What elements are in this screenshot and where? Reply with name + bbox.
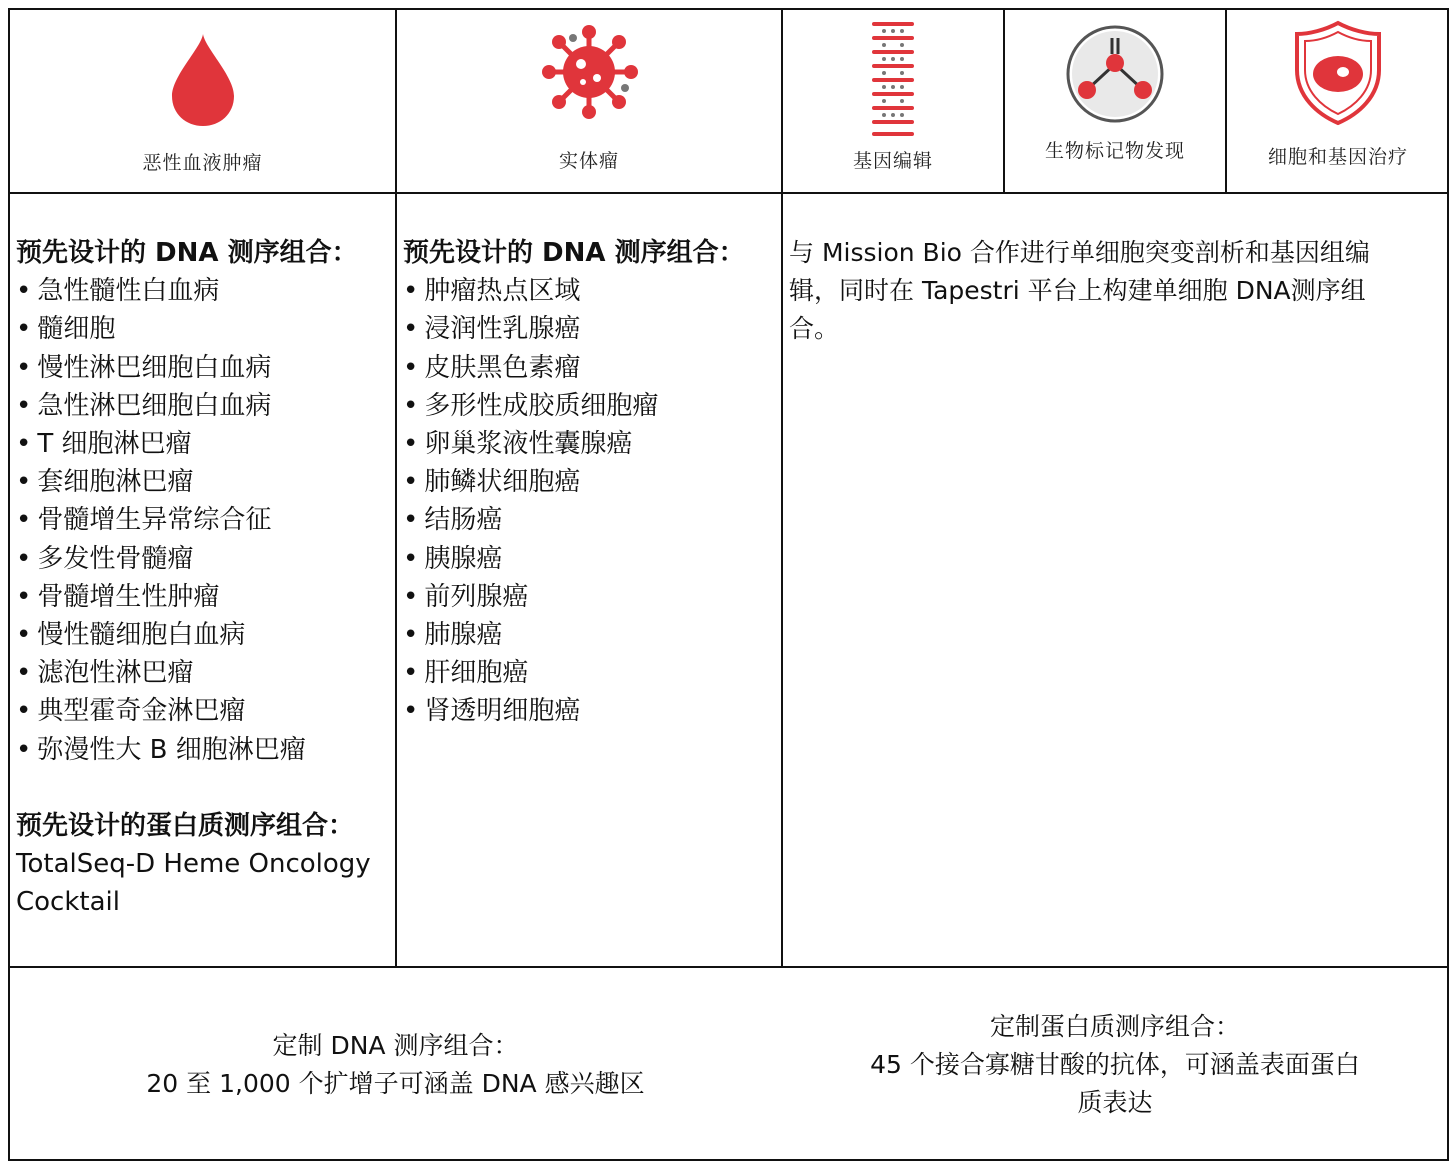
list-item: • 典型霍奇金淋巴瘤: [16, 692, 392, 730]
list-item: • 骨髓增生异常综合征: [16, 501, 392, 539]
custom-dna-title: 定制 DNA 测序组合：: [272, 1031, 519, 1060]
blood-drop-icon: [168, 30, 238, 130]
list-item: • 髓细胞: [16, 310, 392, 348]
grid-line: [8, 192, 1449, 194]
custom-dna-detail: 20 至 1,000 个扩增子可涵盖 DNA 感兴趣区: [146, 1069, 645, 1098]
list-item: • 浸润性乳腺癌: [403, 310, 779, 348]
list-item: • 多形性成胶质细胞瘤: [403, 387, 779, 425]
list-item: • 滤泡性淋巴瘤: [16, 654, 392, 692]
partner-description: [789, 234, 1445, 349]
header-label: 实体瘤: [558, 150, 619, 172]
list-item: • 卵巢浆液性囊腺癌: [403, 425, 779, 463]
header-label: 生物标记物发现: [1044, 140, 1185, 162]
list-item: • 骨髓增生性肿瘤: [16, 578, 392, 616]
header-heme: [10, 30, 395, 175]
header-solid: [397, 22, 781, 173]
header-label: 恶性血液肿瘤: [142, 152, 263, 174]
list-item: • 前列腺癌: [403, 578, 779, 616]
list-item: • 急性髓性白血病: [16, 272, 392, 310]
list-item: • 弥漫性大 B 细胞淋巴瘤: [16, 731, 392, 769]
header-cell-gene-therapy: [1227, 20, 1449, 169]
custom-protein-detail-cont: 质表达: [1077, 1088, 1153, 1117]
custom-protein-title: 定制蛋白质测序组合：: [989, 1012, 1240, 1041]
header-gene-edit: [783, 20, 1003, 173]
list-item: • 肺鳞状细胞癌: [403, 463, 779, 501]
protein-panel-name-cont: Cocktail: [16, 887, 120, 918]
dna-panel-heading: 预先设计的 DNA 测序组合：: [403, 238, 745, 268]
dna-panel-heading: 预先设计的 DNA 测序组合：: [16, 238, 358, 268]
header-label: 基因编辑: [852, 150, 933, 172]
heme-panel-list: [16, 234, 392, 921]
list-item: • 套细胞淋巴瘤: [16, 463, 392, 501]
list-item: • 急性淋巴细胞白血病: [16, 387, 392, 425]
heme-cancer-list: [16, 272, 392, 769]
protein-panel-name: TotalSeq-D Heme Oncology: [16, 849, 371, 880]
list-item: • 皮肤黑色素瘤: [403, 349, 779, 387]
list-item: • T 细胞淋巴瘤: [16, 425, 392, 463]
molecule-icon: [1065, 24, 1165, 124]
virus-icon: [537, 22, 641, 122]
custom-dna-panel: [10, 1027, 781, 1103]
partner-text-line: 合。: [789, 314, 840, 344]
grid-line: [8, 966, 1449, 968]
dna-helix-icon: [868, 20, 918, 138]
partner-text-line: 辑，同时在 Tapestri 平台上构建单细胞 DNA测序组: [789, 276, 1366, 306]
partner-text-line: 与 Mission Bio 合作进行单细胞突变剖析和基因组编: [789, 238, 1370, 267]
list-item: • 肝细胞癌: [403, 654, 779, 692]
list-item: • 肿瘤热点区域: [403, 272, 779, 310]
list-item: • 慢性髓细胞白血病: [16, 616, 392, 654]
solid-tumor-list: [403, 272, 779, 730]
list-item: • 肾透明细胞癌: [403, 692, 779, 730]
list-item: • 胰腺癌: [403, 540, 779, 578]
shield-cell-icon: [1293, 20, 1383, 126]
list-item: • 慢性淋巴细胞白血病: [16, 349, 392, 387]
header-biomarker: [1005, 24, 1225, 163]
custom-protein-detail: 45 个接合寡糖甘酸的抗体，可涵盖表面蛋白: [870, 1050, 1360, 1079]
list-item: • 多发性骨髓瘤: [16, 540, 392, 578]
custom-protein-panel: [783, 1008, 1447, 1122]
list-item: • 结肠癌: [403, 501, 779, 539]
protein-panel-heading: 预先设计的蛋白质测序组合：: [16, 810, 355, 841]
header-label: 细胞和基因治疗: [1267, 146, 1408, 168]
solid-panel-list: [403, 234, 779, 731]
list-item: • 肺腺癌: [403, 616, 779, 654]
